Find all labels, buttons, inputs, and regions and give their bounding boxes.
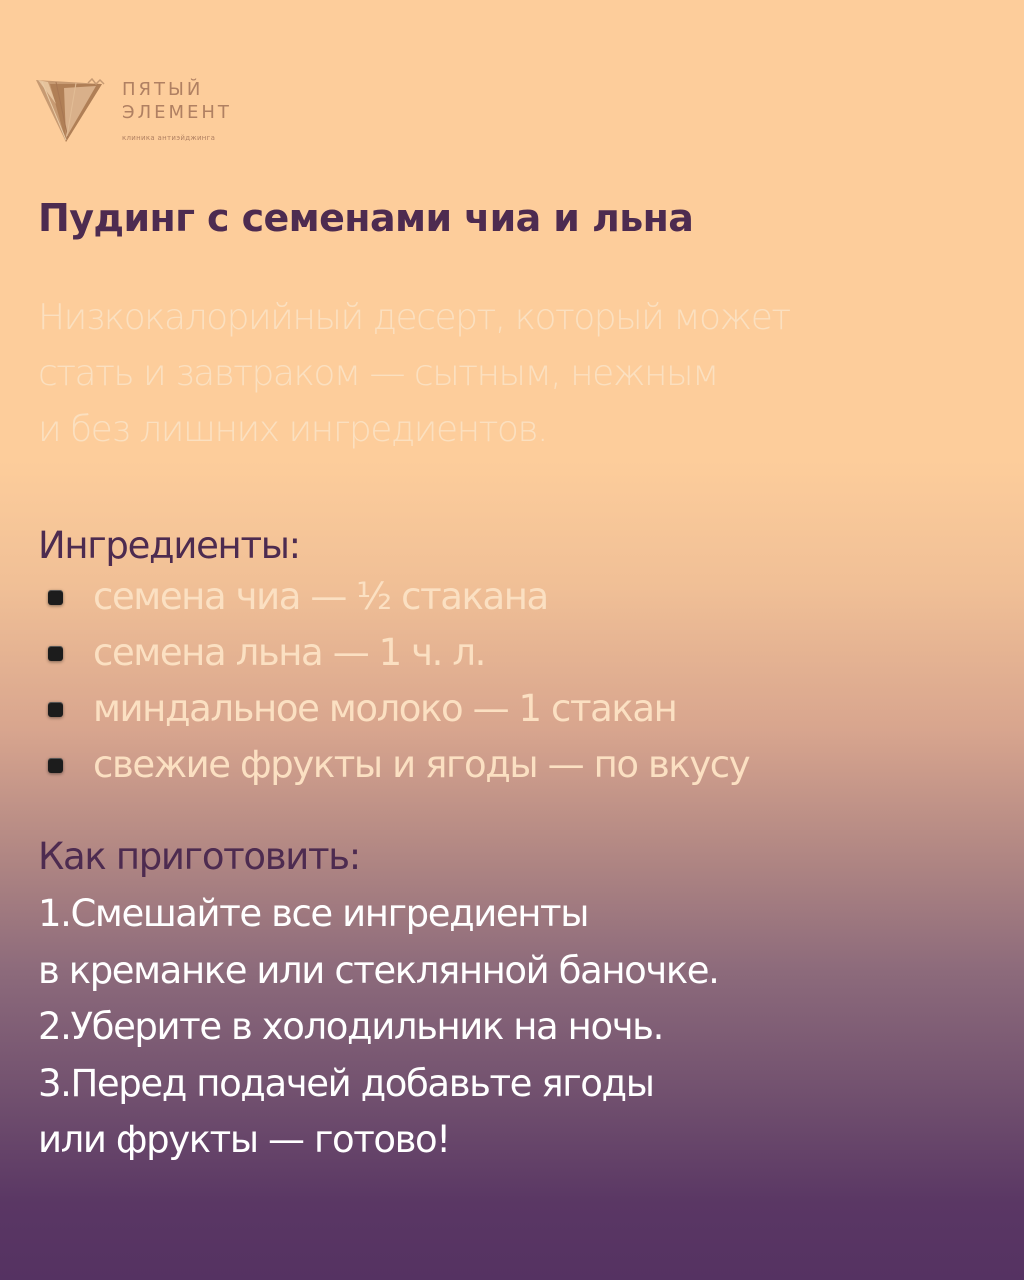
intro-line: стать и завтраком — сытным, нежным — [38, 353, 718, 394]
ingredients-heading: Ингредиенты: — [38, 524, 300, 567]
intro-line: Низкокалорийный десерт, который может — [38, 297, 790, 338]
ingredient-text: миндальное молоко — 1 стакан — [93, 687, 677, 730]
step-line: 2.Уберите в холодильник на ночь. — [38, 1005, 663, 1048]
black-square-bullet-icon — [48, 590, 63, 605]
black-square-bullet-icon — [48, 646, 63, 661]
step-line: 1.Смешайте все ингредиенты — [38, 892, 589, 935]
ingredients-list — [48, 569, 749, 793]
step-line: или фрукты — готово! — [38, 1118, 450, 1161]
brand-name-line2: ЭЛЕМЕНТ — [122, 102, 232, 123]
step-line: 3.Перед подачей добавьте ягоды — [38, 1061, 654, 1105]
steps-text — [38, 886, 719, 1169]
ingredient-item — [48, 737, 749, 793]
brand-logo — [36, 78, 276, 150]
black-square-bullet-icon — [48, 702, 63, 717]
steps-heading: Как приготовить: — [38, 835, 360, 878]
brand-tagline: клиника антиэйджинга — [122, 134, 216, 142]
brand-name-line1: ПЯТЫЙ — [122, 79, 204, 100]
ingredient-text: семена льна — 1 ч. л. — [93, 631, 485, 674]
ingredient-text: свежие фрукты и ягоды — по вкусу — [93, 743, 750, 786]
step-line: в креманке или стеклянной баночке. — [38, 948, 719, 992]
ingredient-item — [48, 569, 749, 625]
recipe-title: Пудинг с семенами чиа и льна — [38, 196, 694, 240]
recipe-intro — [38, 290, 790, 458]
ingredient-item — [48, 625, 749, 681]
funnel-triangle-logo-icon — [36, 78, 106, 144]
intro-line: и без лишних ингредиентов. — [38, 409, 547, 450]
black-square-bullet-icon — [48, 758, 63, 773]
ingredient-item — [48, 681, 749, 737]
ingredient-text: семена чиа — ½ стакана — [93, 575, 548, 618]
